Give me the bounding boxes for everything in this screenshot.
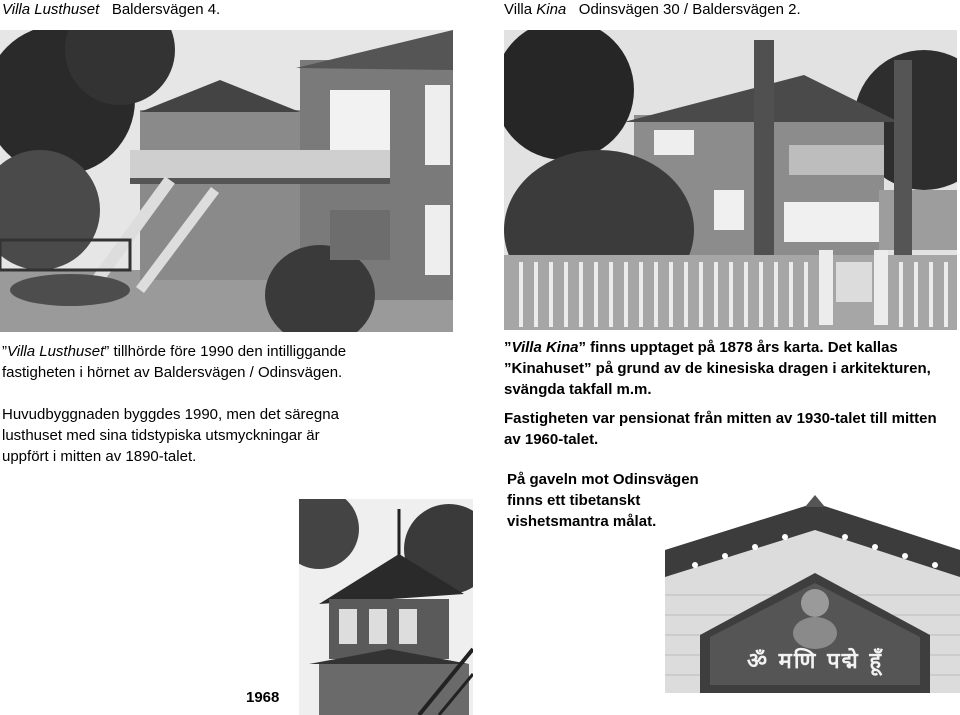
lusthuset-para2: Huvudbyggnaden byggdes 1990, men det säregna lusthuset med sina tidstypiska utsmyckningar är uppfört i mitten av 1890-talet. <box>2 406 339 465</box>
kina-para1-text: finns upptaget på 1878 års karta. Det kallas ”Kinahuset” på grund av de kinesiska dragen i arkitekturen, svängda takfall m.m. <box>504 339 931 398</box>
lusthuset-para1 <box>2 341 422 383</box>
mantra-note: På gaveln mot Odinsvägen finns ett tibetanskt vishetsmantra målat. <box>507 471 699 530</box>
gable-mantra-photo <box>665 495 960 693</box>
pavilion-1968-photo <box>299 499 473 715</box>
kina-name: Villa Kina <box>511 339 579 356</box>
lusthuset-caption <box>2 0 220 20</box>
kina-caption <box>504 0 801 20</box>
kina-caption-prefix: Villa <box>504 1 537 18</box>
lusthuset-quote-close: ” <box>104 343 110 360</box>
kina-quote-open: ” <box>504 339 512 356</box>
kina-para1 <box>504 337 954 400</box>
lusthuset-photo <box>0 30 453 332</box>
kina-quote-close: ” <box>578 339 586 356</box>
kina-caption-address: Odinsvägen 30 / Baldersvägen 2. <box>578 1 801 18</box>
kina-para2: Fastigheten var pensionat från mitten av 1930-talet till mitten av 1960-talet. <box>504 410 937 448</box>
lusthuset-caption-name: Villa Lusthuset <box>2 1 100 18</box>
year-label: 1968 <box>246 689 280 706</box>
lusthuset-para1-text: tillhörde före 1990 den intilliggande fastigheten i hörnet av Baldersvägen / Odinsvägen. <box>2 343 347 381</box>
lusthuset-quote-open: ” <box>2 343 7 360</box>
mantra-text: ॐ मणि पद्मे हूँ <box>746 649 884 674</box>
lusthuset-name: Villa Lusthuset <box>7 343 105 360</box>
kina-caption-name: Kina <box>536 1 567 18</box>
kina-photo <box>504 30 957 330</box>
lusthuset-caption-address: Baldersvägen 4. <box>111 1 221 18</box>
